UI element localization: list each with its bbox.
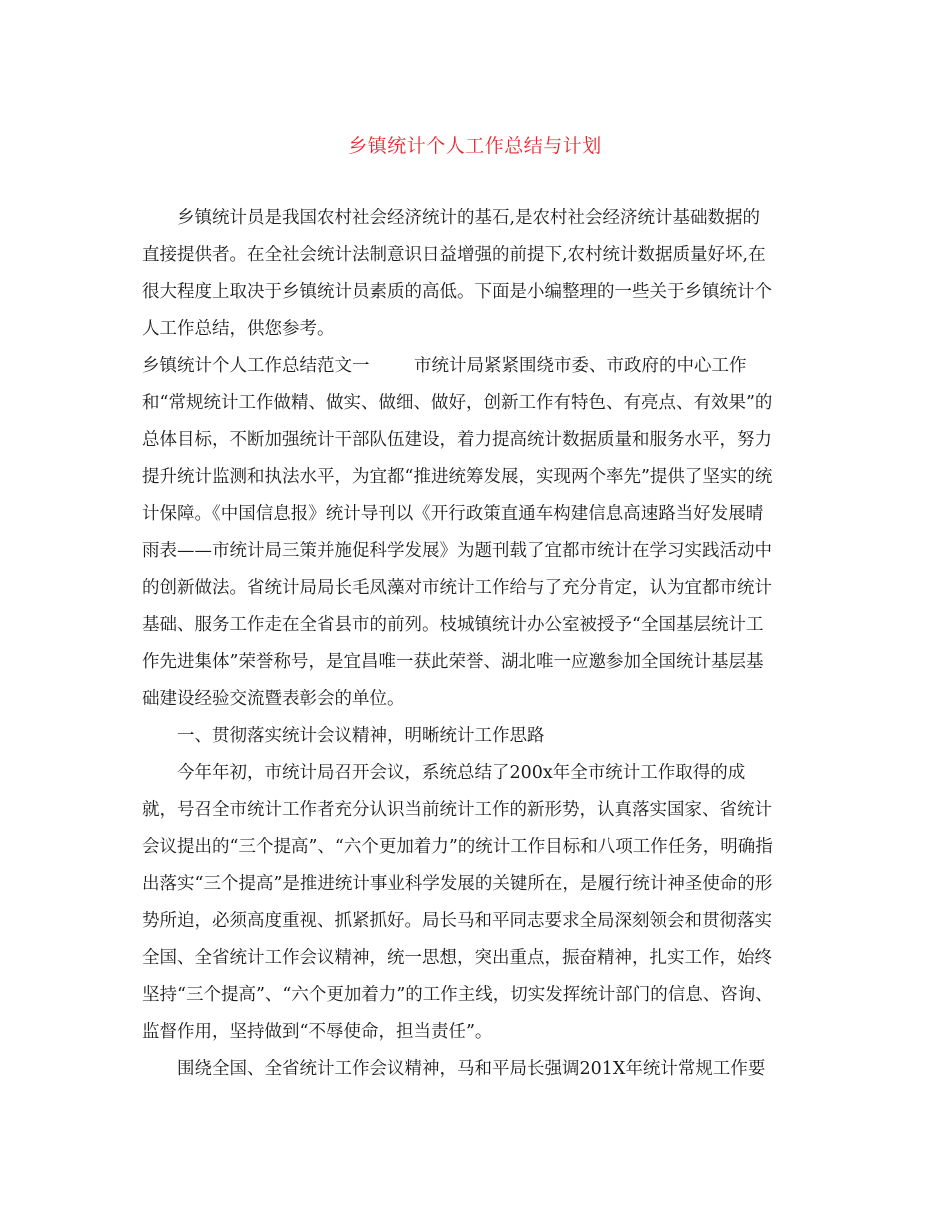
body-line: 计保障。《中国信息报》统计导刊以《开行政策直通车构建信息高速路当好发展晴 [142, 504, 764, 524]
body-line: 就，号召全市统计工作者充分认识当前统计工作的新形势，认真落实国家、省统计 [142, 800, 772, 820]
body-line: 的创新做法。省统计局局长毛凤藻对市统计工作给与了充分肯定，认为宜都市统计 [142, 578, 772, 598]
body-line: 总体目标，不断加强统计干部队伍建设，着力提高统计数据质量和服务水平，努力 [142, 430, 772, 450]
body-line: 作先进集体”荣誉称号，是宜昌唯一获此荣誉、湖北唯一应邀参加全国统计基层基 [142, 652, 764, 672]
body-line: 乡镇统计员是我国农村社会经济统计的基石,是农村社会经济统计基础数据的 [177, 208, 761, 228]
body-line: 雨表——市统计局三策并施促科学发展》为题刊载了宜都市统计在学习实践活动中 [142, 541, 772, 561]
body-line: 围绕全国、全省统计工作会议精神，马和平局长强调201X年统计常规工作要 [177, 1059, 766, 1079]
body-line: 一、贯彻落实统计会议精神，明晰统计工作思路 [177, 726, 545, 746]
body-line: 势所迫，必须高度重视、抓紧抓好。局长马和平同志要求全局深刻领会和贯彻落实 [142, 911, 772, 931]
body-line: 基础、服务工作走在全省县市的前列。枝城镇统计办公室被授予“全国基层统计工 [142, 615, 764, 635]
body-line: 提升统计监测和执法水平，为宜都“推进统筹发展，实现两个率先”提供了坚实的统 [142, 467, 773, 487]
body-line: 全国、全省统计工作会议精神，统一思想，突出重点，振奋精神，扎实工作，始终 [142, 948, 772, 968]
body-line: 监督作用，坚持做到“不辱使命，担当责任”。 [142, 1022, 493, 1042]
body-line: 乡镇统计个人工作总结范文一 市统计局紧紧围绕市委、市政府的中心工作 [142, 356, 747, 376]
body-line: 会议提出的“三个提高”、“六个更加着力”的统计工作目标和八项工作任务，明确指 [142, 837, 773, 857]
body-line: 人工作总结，供您参考。 [142, 319, 335, 339]
body-line: 直接提供者。在全社会统计法制意识日益增强的前提下,农村统计数据质量好坏,在 [142, 245, 766, 265]
document-title: 乡镇统计个人工作总结与计划 [348, 135, 602, 157]
body-line: 出落实“三个提高”是推进统计事业科学发展的关键所在，是履行统计神圣使命的形 [142, 874, 773, 894]
body-line: 础建设经验交流暨表彰会的单位。 [142, 689, 405, 709]
body-line: 很大程度上取决于乡镇统计员素质的高低。下面是小编整理的一些关于乡镇统计个 [142, 282, 772, 302]
body-line: 和“常规统计工作做精、做实、做细、做好，创新工作有特色、有亮点、有效果”的 [142, 393, 773, 413]
body-line: 今年年初，市统计局召开会议，系统总结了200x年全市统计工作取得的成 [177, 763, 746, 783]
document-body [142, 200, 814, 1088]
body-line: 坚持“三个提高”、“六个更加着力”的工作主线，切实发挥统计部门的信息、咨询、 [142, 985, 773, 1005]
